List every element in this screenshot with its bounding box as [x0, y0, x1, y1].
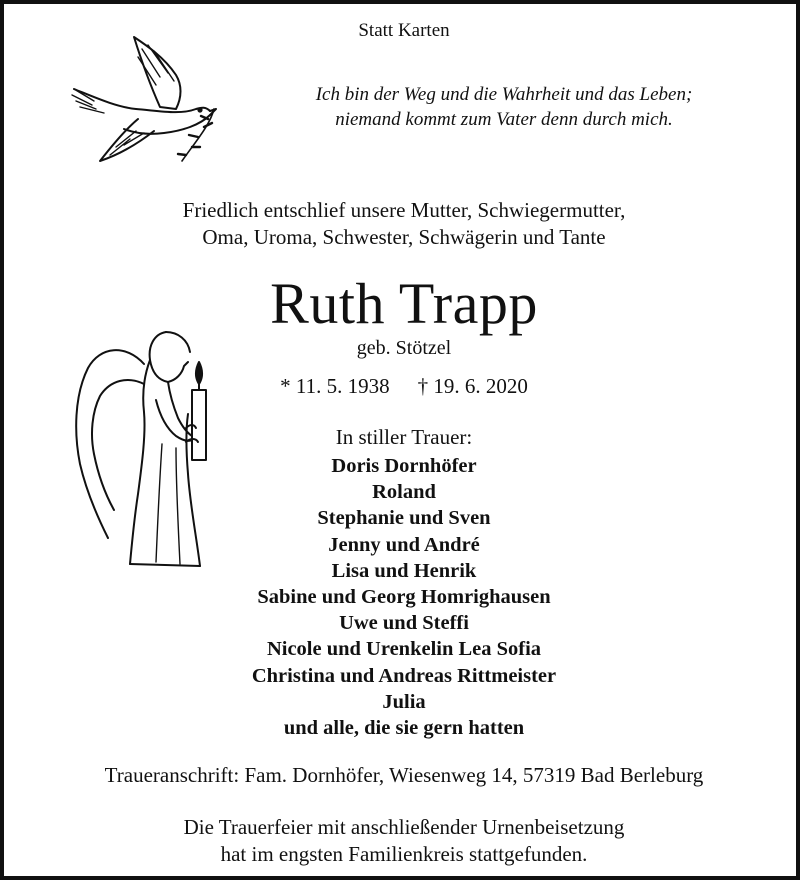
verse-line: Ich bin der Weg und die Wahrheit und das Leben; — [315, 84, 693, 105]
mourning-address: Traueranschrift: Fam. Dornhöfer, Wiesenweg 14, 57319 Bad Berleburg — [104, 763, 704, 787]
mourner: Julia — [382, 690, 426, 713]
mourner: Uwe und Steffi — [339, 612, 469, 635]
bible-verse — [294, 82, 714, 132]
mourner: Doris Dornhöfer — [331, 455, 477, 477]
dove-icon — [64, 29, 224, 169]
mourner: Lisa und Henrik — [331, 559, 477, 582]
mourner: Nicole und Urenkelin Lea Sofia — [266, 638, 542, 661]
intro-line: Friedlich entschlief unsere Mutter, Schwiegermutter, — [182, 198, 626, 222]
mourner: und alle, die sie gern hatten — [283, 717, 525, 740]
mourner: Roland — [372, 481, 436, 504]
ceremony-note — [4, 814, 800, 868]
intro-text — [4, 197, 800, 251]
mourner: Christina und Andreas Rittmeister — [251, 664, 557, 687]
life-dates — [4, 374, 800, 399]
maiden-name: geb. Stötzel — [356, 337, 452, 359]
intro-line: Oma, Uroma, Schwester, Schwägerin und Tante — [202, 225, 606, 249]
mourners-list — [4, 453, 800, 741]
mourner: Jenny und André — [328, 533, 480, 556]
deceased-name: Ruth Trapp — [270, 271, 538, 336]
verse-line: niemand kommt zum Vater denn durch mich. — [335, 109, 673, 130]
death-date: † 19. 6. 2020 — [417, 374, 528, 398]
mourner: Stephanie und Sven — [317, 507, 491, 530]
ceremony-line: Die Trauerfeier mit anschließender Urnenbeisetzung — [183, 815, 625, 839]
ceremony-line: hat im engsten Familienkreis stattgefunden. — [220, 842, 588, 866]
mourner: Sabine und Georg Homrighausen — [257, 586, 551, 609]
mourning-heading: In stiller Trauer: — [335, 425, 473, 449]
header: Statt Karten — [358, 20, 450, 41]
birth-date: * 11. 5. 1938 — [280, 374, 390, 398]
